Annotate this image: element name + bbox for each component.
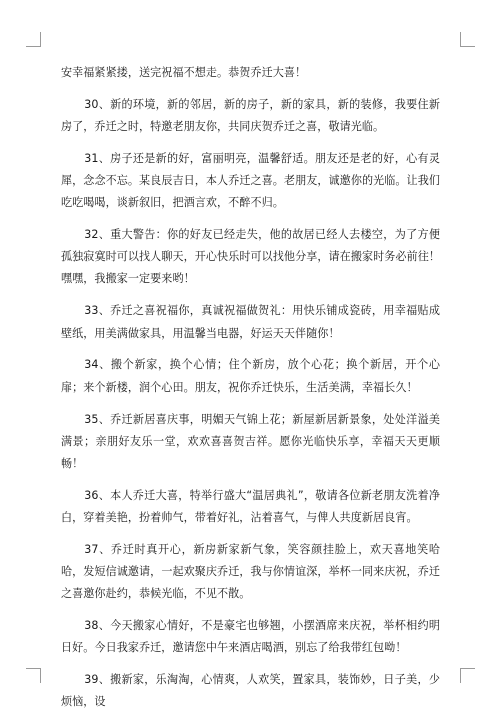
paragraph-34: 34、搬个新家，换个心情；住个新房，放个心花；换个新居，开个心扉；来个新楼，润个心田。朋友，祝你乔迁快乐，生活美满，幸福长久！ <box>61 358 440 394</box>
paragraph-38: 38、今天搬家心情好，不是豪宅也够翘，小摆酒席来庆祝，举杯相约明日好。今日我家乔迁，邀请您中午来酒店喝酒，别忘了给我带红包呦！ <box>61 618 440 655</box>
crop-mark-top-right <box>460 32 475 47</box>
crop-mark-top-left <box>26 32 41 47</box>
paragraph-37: 37、乔迁时真开心，新房新家新气象，笑容颜挂脸上，欢天喜地笑哈哈，发短信诚邀请，一起欢聚庆乔迁，我与你情谊深，举杯一同来庆祝，乔迁之喜邀你赴约，恭候光临，不见不散。 <box>61 542 440 600</box>
paragraph-32: 32、重大警告：你的好友已经走失，他的故居已经人去楼空，为了方便孤独寂寞时可以找人聊天，开心快乐时可以找他分享，请在搬家时务必前往！嘿嘿，我搬家一定要来哟！ <box>61 228 440 286</box>
paragraph-30: 30、新的环境，新的邻居，新的房子，新的家具，新的装修，我要住新房了，乔迁之时，特邀老朋友你，共同庆贺乔迁之喜，敬请光临。 <box>61 97 440 134</box>
paragraph-35: 35、乔迁新居喜庆事，明媚天气锦上花；新屋新居新景象，处处洋溢美满景；亲朋好友乐一堂，欢欢喜喜贺吉祥。愿你光临快乐享，幸福天天更顺畅！ <box>61 412 440 470</box>
document-body <box>61 62 440 723</box>
paragraph-36: 36、本人乔迁大喜，特举行盛大“温居典礼”，敬请各位新老朋友洗着净白，穿着美艳，扮着帅气，带着好礼，沾着喜气，与俾人共度新居良宵。 <box>61 488 440 524</box>
paragraph-33: 33、乔迁之喜祝福你，真诚祝福做贺礼：用快乐铺成瓷砖，用幸福贴成壁纸，用美满做家具，用温馨当电器，好运天天伴随你！ <box>61 304 440 340</box>
paragraph-39: 39、搬新家，乐淘淘，心情爽，人欢笑，置家具，装饰妙，日子美，少烦恼，设 <box>61 673 440 709</box>
paragraph-31: 31、房子还是新的好，富丽明亮，温馨舒适。朋友还是老的好，心有灵犀，念念不忘。某良辰吉日，本人乔迁之喜。老朋友，诚邀你的光临。让我们吃吃喝喝，谈新叙旧，把酒言欢，不醉不归。 <box>61 152 440 210</box>
paragraph-continuation: 安幸福紧紧搂，送完祝福不想走。恭贺乔迁大喜！ <box>61 66 307 79</box>
crop-mark-bottom-left <box>26 668 41 683</box>
crop-mark-bottom-right <box>460 668 475 683</box>
